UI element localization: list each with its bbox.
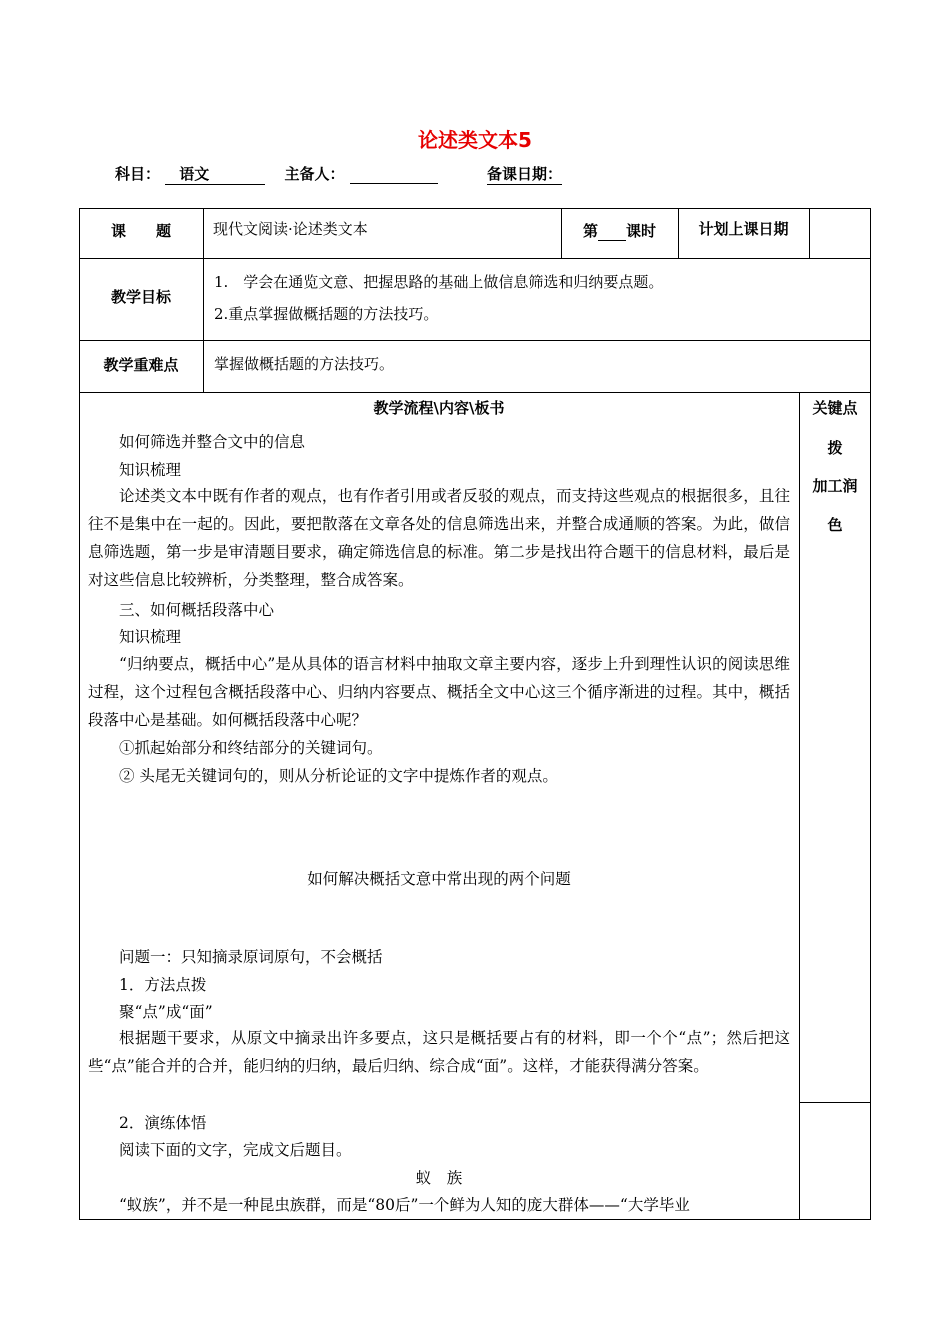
preparer-label: 主备人： — [284, 165, 345, 183]
section-heading: 如何筛选并整合文中的信息 — [119, 433, 306, 451]
list-item: 1．方法点拨 — [119, 976, 207, 994]
section-heading: 三、如何概括段落中心 — [119, 601, 275, 619]
plan-date-label: 计划上课日期 — [698, 220, 789, 238]
col-divider — [203, 208, 204, 392]
paragraph: 论述类文本中既有作者的观点，也有作者引用或者反驳的观点，而支持这些观点的根据很多，且往往不是集中在一起的。因此，要把散落在文章各处的信息筛选出来，并整合成通顺的答案。为此，做信息筛选题，第一步是审清题目要求，确定筛选信息的标准。第二步是找出符合题干的信息材料，最后是对这些信息比较辨析，分类整理，整合成答案。 — [88, 487, 790, 589]
col-divider — [809, 208, 810, 258]
side-header-4: 色 — [827, 516, 843, 534]
side-header-1: 关键点 — [812, 399, 858, 417]
goal-2: 2.重点掌握做概括题的方法技巧。 — [214, 305, 439, 323]
article-text: “蚁族”，并不是一种昆虫族群，而是“80后”一个鲜为人知的庞大群体——“大学毕业 — [119, 1196, 690, 1214]
list-item: ② 头尾无关键词句的，则从分析论证的文字中提炼作者的观点。 — [119, 767, 558, 785]
side-header-3: 加工润 — [812, 477, 858, 495]
row-divider — [79, 392, 871, 393]
goal-label: 教学目标 — [110, 288, 171, 306]
list-item: 2．演练体悟 — [119, 1114, 207, 1132]
problem-heading: 问题一：只知摘录原词原句，不会概括 — [119, 948, 383, 966]
centered-heading: 如何解决概括文意中常出现的两个问题 — [307, 870, 571, 888]
side-divider — [799, 1102, 871, 1103]
period-cell — [561, 220, 678, 241]
subheading: 知识梳理 — [119, 628, 182, 646]
key-point-value: 掌握做概括题的方法技巧。 — [214, 355, 395, 373]
row-divider — [79, 258, 871, 259]
row-divider — [79, 340, 871, 341]
subject-field — [165, 163, 265, 185]
preparer-field — [350, 165, 438, 184]
subheading: 知识梳理 — [119, 461, 182, 479]
key-point-label: 教学重难点 — [103, 356, 179, 374]
period-suffix: 课时 — [626, 222, 657, 240]
side-header-2: 拨 — [827, 439, 843, 457]
meta-line — [115, 163, 562, 185]
paragraph: 根据题干要求，从原文中摘录出许多要点，这只是概括要占有的材料，即一个个“点”；然后把这些“点”能合并的合并，能归纳的归纳，最后归纳、综合成“面”。这样，才能获得满分答案。 — [88, 1029, 790, 1075]
article-title: 蚁 族 — [415, 1169, 463, 1187]
subject-label: 科目： — [115, 165, 161, 183]
list-item: ①抓起始部分和终结部分的关键词句。 — [119, 739, 383, 757]
topic-value: 现代文阅读·论述类文本 — [213, 220, 368, 238]
topic-label: 课 题 — [110, 222, 171, 240]
goal-1: 1. 学会在通览文意、把握思路的基础上做信息筛选和归纳要点题。 — [214, 273, 664, 291]
instruction: 阅读下面的文字，完成文后题目。 — [119, 1141, 352, 1159]
document-title: 论述类文本5 — [418, 128, 532, 152]
flow-header: 教学流程\内容\板书 — [373, 399, 505, 417]
subject-value: 语文 — [179, 165, 210, 183]
list-item: 聚“点”成“面” — [119, 1003, 213, 1021]
paragraph: “归纳要点，概括中心”是从具体的语言材料中抽取文章主要内容，逐步上升到理性认识的阅读思维过程，这个过程包含概括段落中心、归纳内容要点、概括全文中心这三个循序渐进的过程。其中，概括段落中心是基础。如何概括段落中心呢？ — [88, 655, 790, 729]
period-prefix: 第 — [582, 222, 598, 240]
date-label: 备课日期： — [486, 165, 562, 183]
